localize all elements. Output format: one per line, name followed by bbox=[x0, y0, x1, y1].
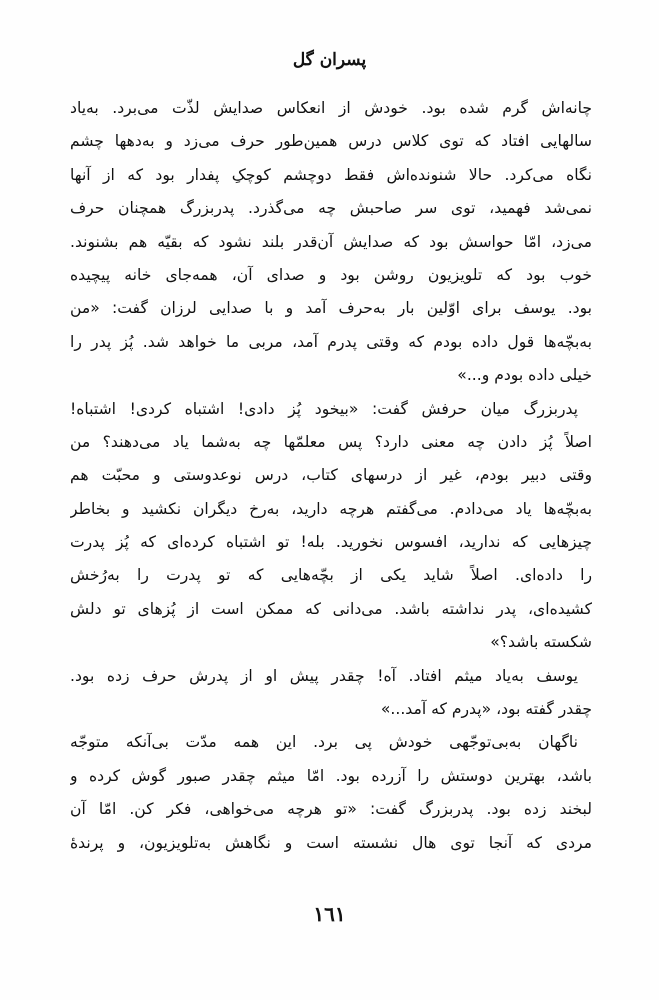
text-line: مردی که آنجا توی هال نشسته است و نگاهش به‌تلویزیون، و پرندهٔ bbox=[70, 833, 592, 852]
text-line: اصلاً پُز دادن چه معنی دارد؟ پس معلمّها چه به‌شما یاد می‌دهند؟ من bbox=[70, 432, 592, 451]
page-number: ١٦١ bbox=[313, 902, 346, 926]
text-line: چقدر گفته بود، «پدرم که آمد...» bbox=[380, 700, 592, 719]
text-line: یوسف به‌یاد میثم افتاد. آه! چقدر پیش او از پدرش حرف زده بود. bbox=[70, 666, 578, 685]
text-line: باشد، بهترین دوستش را آزرده بود. امّا میثم چقدر صبور گوش کرده و bbox=[70, 766, 592, 785]
text-line: را داده‌ای. اصلاً شاید یکی از بچّه‌هایی که تو پدرت را به‌رُخش bbox=[70, 566, 592, 585]
text-line: می‌زد، امّا حواسش بود که صدایش آن‌قدر بلند نشود که بقیّه هم بشنوند. bbox=[70, 232, 592, 251]
text-line: نگاه می‌کرد. حالا شنونده‌اش فقط دوچشم کوچکِ پفدار بود که از آنها bbox=[70, 165, 592, 184]
text-line: وقتی دبیر بودم، غیر از درسهای کتاب، درس نوعدوستی و محبّت هم bbox=[70, 466, 592, 485]
text-line: سالهایی افتاد که توی کلاس درس همین‌طور حرف می‌زد و به‌دهها چشم bbox=[70, 132, 592, 151]
text-line: به‌بچّه‌ها یاد می‌دادم. می‌گفتم هرچه دارید، به‌رخ دیگران نکشید و بخاطر bbox=[70, 499, 592, 518]
text-line: چانه‌اش گرم شده بود. خودش از انعکاس صدایش لذّت می‌برد. به‌یاد bbox=[70, 99, 592, 117]
body-text bbox=[70, 92, 592, 860]
text-line: بود. یوسف برای اوّلین بار به‌حرف آمد و با صدایی لرزان گفت: «من bbox=[70, 299, 592, 318]
text-line: خوب بود که تلویزیون روشن بود و صدای آن، همه‌جای خانه پیچیده bbox=[70, 265, 592, 284]
text-line: به‌بچّه‌ها قول داده بودم که وقتی پدرم آمد، مربی ما خواهد شد. پُز پدر را bbox=[70, 332, 592, 351]
text-line: کشیده‌ای، پدر نداشته باشد. می‌دانی که ممکن است از پُزهای تو دلش bbox=[70, 599, 592, 618]
text-line: نمی‌شد فهمید، توی سر صاحبش چه می‌گذرد. پدربزرگ همچنان حرف bbox=[70, 199, 592, 218]
text-line: چیزهایی که ندارید، افسوس نخورید. بله! تو اشتباه کرده‌ای که پُز پدرت bbox=[70, 533, 592, 552]
text-line: خیلی داده بودم و...» bbox=[457, 366, 592, 385]
text-line: شکسته باشد؟» bbox=[490, 633, 592, 652]
text-line: لبخند زده بود. پدربزرگ گفت: «تو هرچه می‌خواهی، فکر کن. امّا آن bbox=[70, 800, 592, 819]
text-line: پدربزرگ میان حرفش گفت: «بیخود پُز دادی! اشتباه کردی! اشتباه! bbox=[70, 399, 578, 418]
running-head: پسران گل bbox=[292, 50, 367, 70]
text-line: ناگهان به‌بی‌توجّهی خودش پی برد. این همه مدّت بی‌آنکه متوجّه bbox=[70, 733, 578, 752]
